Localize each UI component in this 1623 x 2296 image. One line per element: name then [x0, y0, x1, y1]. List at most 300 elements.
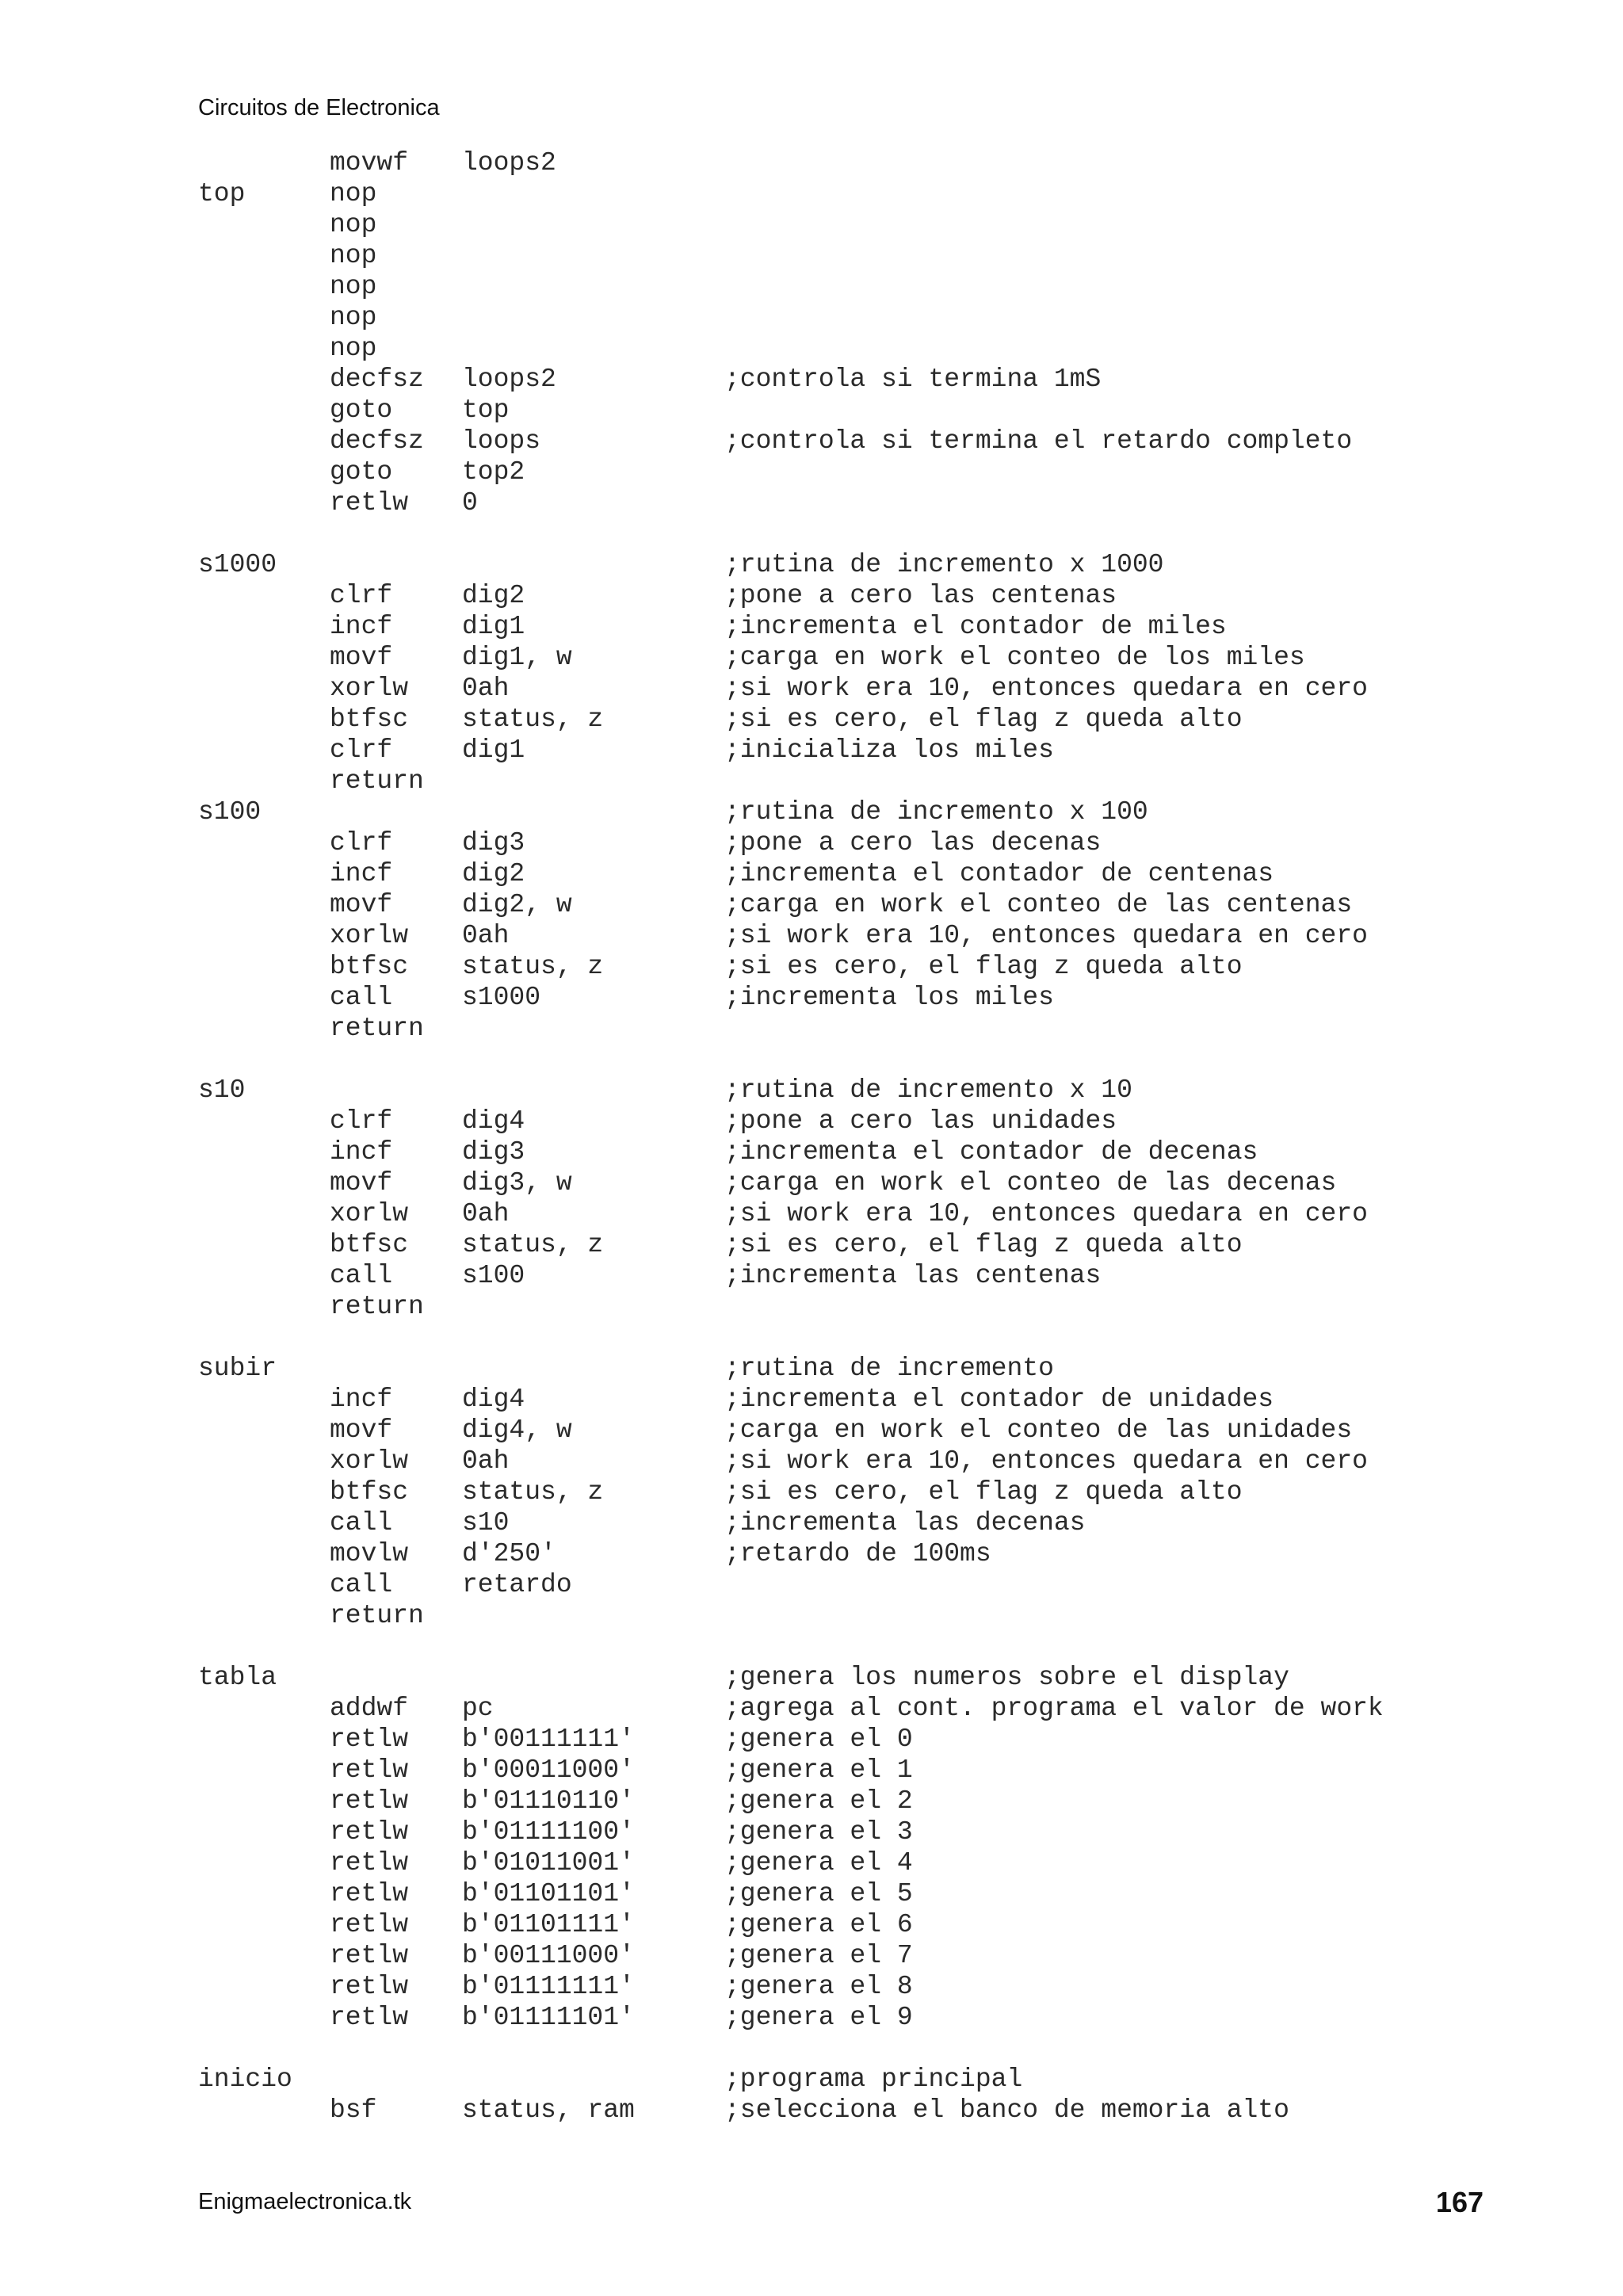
- code-comment: [724, 1044, 1438, 1075]
- code-label: [198, 1477, 330, 1507]
- code-mnemonic: clrf: [330, 581, 393, 610]
- code-comment: ;genera el 3: [724, 1817, 913, 1847]
- code-line: [198, 797, 1438, 827]
- code-label: [198, 271, 330, 302]
- code-label: [198, 704, 330, 735]
- code-label: s100: [198, 797, 262, 827]
- code-mnemonic: xorlw: [330, 1199, 409, 1228]
- code-operand: loops2: [462, 365, 556, 394]
- code-operand: dig2: [462, 581, 525, 610]
- code-line: [198, 1384, 1438, 1415]
- code-comment: [724, 1013, 1438, 1044]
- code-operand: dig1: [462, 612, 525, 641]
- code-operand: [462, 1075, 724, 1106]
- code-label: [198, 1106, 330, 1137]
- code-line: [198, 1538, 1438, 1569]
- code-line: [198, 487, 1438, 518]
- code-label: [198, 1291, 330, 1322]
- code-comment: ;incrementa las centenas: [724, 1261, 1102, 1290]
- code-mnemonic: nop: [330, 179, 377, 208]
- code-label: [198, 1167, 330, 1198]
- code-line: [198, 395, 1438, 426]
- code-mnemonic: goto: [330, 457, 393, 487]
- code-mnemonic: retlw: [330, 2003, 409, 2032]
- code-line: [198, 209, 1438, 240]
- code-operand: 0ah: [462, 1446, 510, 1476]
- code-mnemonic: [330, 797, 462, 827]
- code-line: [198, 1878, 1438, 1909]
- code-operand: [462, 1631, 724, 1662]
- code-mnemonic: return: [330, 766, 424, 796]
- code-operand: status, ram: [462, 2095, 635, 2125]
- code-line: [198, 2095, 1438, 2126]
- code-mnemonic: nop: [330, 272, 377, 301]
- code-line: [198, 1724, 1438, 1755]
- code-operand: 0ah: [462, 674, 510, 703]
- code-line: [198, 1477, 1438, 1507]
- code-label: [198, 426, 330, 457]
- code-label: [198, 889, 330, 920]
- code-label: [198, 302, 330, 333]
- code-label: [198, 2033, 330, 2064]
- code-line: [198, 271, 1438, 302]
- code-operand: [462, 209, 724, 240]
- code-label: [198, 1817, 330, 1847]
- code-operand: [462, 2033, 724, 2064]
- code-operand: retardo: [462, 1570, 572, 1599]
- code-label: [198, 920, 330, 951]
- code-line: [198, 951, 1438, 982]
- code-line: [198, 1817, 1438, 1847]
- code-operand: status, z: [462, 705, 604, 734]
- code-label: [198, 1631, 330, 1662]
- code-mnemonic: [330, 549, 462, 580]
- code-mnemonic: decfsz: [330, 426, 424, 456]
- code-label: [198, 1600, 330, 1631]
- code-operand: b'00011000': [462, 1755, 635, 1785]
- code-label: [198, 1229, 330, 1260]
- code-mnemonic: nop: [330, 334, 377, 363]
- code-comment: ;rutina de incremento: [724, 1354, 1054, 1383]
- code-label: [198, 1013, 330, 1044]
- code-line: [198, 1415, 1438, 1446]
- code-operand: s1000: [462, 983, 541, 1012]
- code-comment: ;pone a cero las unidades: [724, 1106, 1117, 1136]
- code-line: [198, 1786, 1438, 1817]
- code-mnemonic: retlw: [330, 1848, 409, 1878]
- code-line: [198, 1569, 1438, 1600]
- code-comment: ;selecciona el banco de memoria alto: [724, 2095, 1289, 2125]
- code-comment: ;carga en work el conteo de los miles: [724, 643, 1305, 672]
- code-label: [198, 1755, 330, 1786]
- code-mnemonic: btfsc: [330, 1477, 409, 1507]
- code-label: [198, 1693, 330, 1724]
- code-label: [198, 827, 330, 858]
- code-label: [198, 1569, 330, 1600]
- code-operand: [462, 1291, 724, 1322]
- code-comment: ;incrementa los miles: [724, 983, 1054, 1012]
- code-line: [198, 766, 1438, 797]
- code-line: [198, 426, 1438, 457]
- code-comment: [724, 457, 1438, 487]
- code-mnemonic: incf: [330, 1137, 393, 1167]
- code-line: [198, 333, 1438, 364]
- code-line: [198, 1353, 1438, 1384]
- code-comment: ;si es cero, el flag z queda alto: [724, 1230, 1243, 1259]
- code-operand: [462, 1322, 724, 1353]
- code-operand: dig3, w: [462, 1168, 572, 1198]
- code-mnemonic: btfsc: [330, 952, 409, 981]
- code-operand: [462, 1600, 724, 1631]
- code-mnemonic: clrf: [330, 735, 393, 765]
- code-line: [198, 1693, 1438, 1724]
- code-comment: ;genera el 9: [724, 2003, 913, 2032]
- code-line: [198, 2064, 1438, 2095]
- code-label: [198, 2002, 330, 2033]
- code-comment: ;carga en work el conteo de las unidades: [724, 1415, 1353, 1445]
- code-comment: [724, 147, 1438, 178]
- code-mnemonic: retlw: [330, 488, 409, 518]
- code-comment: ;genera los numeros sobre el display: [724, 1663, 1289, 1692]
- code-label: [198, 1384, 330, 1415]
- code-line: [198, 1940, 1438, 1971]
- code-mnemonic: bsf: [330, 2095, 377, 2125]
- code-label: subir: [198, 1354, 277, 1383]
- code-line: [198, 147, 1438, 178]
- code-mnemonic: retlw: [330, 1786, 409, 1816]
- code-line: [198, 2033, 1438, 2064]
- code-comment: ;si es cero, el flag z queda alto: [724, 952, 1243, 981]
- code-operand: b'01111111': [462, 1972, 635, 2001]
- code-operand: [462, 333, 724, 364]
- code-line: [198, 364, 1438, 395]
- code-mnemonic: [330, 1075, 462, 1106]
- code-operand: loops: [462, 426, 541, 456]
- code-comment: ;incrementa el contador de miles: [724, 612, 1227, 641]
- code-mnemonic: goto: [330, 395, 393, 425]
- code-line: [198, 1106, 1438, 1137]
- code-operand: [462, 1353, 724, 1384]
- page-number: 167: [1435, 2186, 1484, 2218]
- code-comment: ;pone a cero las decenas: [724, 828, 1102, 858]
- code-operand: [462, 1044, 724, 1075]
- code-line: [198, 1446, 1438, 1477]
- code-comment: ;genera el 2: [724, 1786, 913, 1816]
- code-operand: dig4, w: [462, 1415, 572, 1445]
- code-label: [198, 1322, 330, 1353]
- code-mnemonic: call: [330, 1508, 393, 1538]
- code-mnemonic: call: [330, 1261, 393, 1290]
- code-line: [198, 549, 1438, 580]
- code-operand: [462, 1662, 724, 1693]
- code-label: [198, 1260, 330, 1291]
- code-label: [198, 1198, 330, 1229]
- code-label: [198, 1724, 330, 1755]
- code-mnemonic: decfsz: [330, 365, 424, 394]
- code-operand: b'01101101': [462, 1879, 635, 1908]
- code-comment: ;controla si termina el retardo completo: [724, 426, 1353, 456]
- code-mnemonic: call: [330, 1570, 393, 1599]
- code-line: [198, 1013, 1438, 1044]
- code-operand: top2: [462, 457, 525, 487]
- code-mnemonic: [330, 518, 462, 549]
- code-mnemonic: retlw: [330, 1817, 409, 1847]
- code-mnemonic: btfsc: [330, 1230, 409, 1259]
- code-label: [198, 487, 330, 518]
- code-line: [198, 1971, 1438, 2002]
- code-line: [198, 1755, 1438, 1786]
- code-comment: ;rutina de incremento x 100: [724, 797, 1148, 827]
- code-operand: [462, 302, 724, 333]
- code-mnemonic: [330, 1662, 462, 1693]
- code-comment: [724, 395, 1438, 426]
- code-mnemonic: retlw: [330, 1910, 409, 1939]
- code-comment: ;genera el 1: [724, 1755, 913, 1785]
- code-line: [198, 1229, 1438, 1260]
- code-mnemonic: retlw: [330, 1725, 409, 1754]
- code-comment: ;incrementa el contador de centenas: [724, 859, 1274, 888]
- code-line: [198, 178, 1438, 209]
- code-line: [198, 1847, 1438, 1878]
- code-operand: dig1, w: [462, 643, 572, 672]
- code-operand: 0ah: [462, 921, 510, 950]
- code-label: [198, 1786, 330, 1817]
- code-operand: dig2, w: [462, 890, 572, 919]
- code-operand: [462, 797, 724, 827]
- code-mnemonic: xorlw: [330, 1446, 409, 1476]
- code-comment: [724, 518, 1438, 549]
- code-comment: ;carga en work el conteo de las decenas: [724, 1168, 1337, 1198]
- code-line: [198, 1167, 1438, 1198]
- code-comment: ;retardo de 100ms: [724, 1539, 991, 1568]
- code-operand: dig1: [462, 735, 525, 765]
- code-comment: ;genera el 5: [724, 1879, 913, 1908]
- code-mnemonic: btfsc: [330, 705, 409, 734]
- code-line: [198, 1507, 1438, 1538]
- code-label: [198, 2095, 330, 2126]
- code-listing: [198, 147, 1438, 2126]
- code-line: [198, 982, 1438, 1013]
- code-operand: [462, 271, 724, 302]
- code-mnemonic: [330, 1044, 462, 1075]
- code-operand: s100: [462, 1261, 525, 1290]
- code-line: [198, 673, 1438, 704]
- code-mnemonic: [330, 1322, 462, 1353]
- code-mnemonic: retlw: [330, 1879, 409, 1908]
- code-label: s1000: [198, 550, 277, 579]
- code-comment: [724, 2033, 1438, 2064]
- code-mnemonic: movf: [330, 1415, 393, 1445]
- code-comment: ;si es cero, el flag z queda alto: [724, 1477, 1243, 1507]
- code-comment: ;genera el 8: [724, 1972, 913, 2001]
- code-comment: ;incrementa el contador de unidades: [724, 1385, 1274, 1414]
- code-operand: b'00111000': [462, 1941, 635, 1970]
- code-mnemonic: movf: [330, 643, 393, 672]
- code-mnemonic: incf: [330, 612, 393, 641]
- code-operand: dig4: [462, 1106, 525, 1136]
- code-label: [198, 1044, 330, 1075]
- code-comment: ;rutina de incremento x 10: [724, 1075, 1132, 1105]
- code-mnemonic: xorlw: [330, 674, 409, 703]
- code-comment: [724, 271, 1438, 302]
- code-comment: [724, 333, 1438, 364]
- code-label: [198, 147, 330, 178]
- code-label: [198, 642, 330, 673]
- code-comment: [724, 209, 1438, 240]
- code-label: [198, 1909, 330, 1940]
- code-line: [198, 240, 1438, 271]
- code-label: [198, 1971, 330, 2002]
- code-comment: [724, 178, 1438, 209]
- code-line: [198, 642, 1438, 673]
- code-line: [198, 2002, 1438, 2033]
- code-operand: [462, 518, 724, 549]
- code-comment: [724, 1291, 1438, 1322]
- code-comment: [724, 1631, 1438, 1662]
- code-operand: b'01111101': [462, 2003, 635, 2032]
- code-operand: 0: [462, 488, 478, 518]
- code-mnemonic: retlw: [330, 1972, 409, 2001]
- code-mnemonic: call: [330, 983, 393, 1012]
- code-comment: ;agrega al cont. programa el valor de work: [724, 1694, 1384, 1723]
- code-comment: ;si work era 10, entonces quedara en cero: [724, 674, 1368, 703]
- code-label: inicio: [198, 2065, 292, 2094]
- code-label: [198, 1137, 330, 1167]
- code-line: [198, 1044, 1438, 1075]
- code-operand: status, z: [462, 952, 604, 981]
- code-line: [198, 1137, 1438, 1167]
- code-operand: [462, 549, 724, 580]
- code-comment: ;genera el 4: [724, 1848, 913, 1878]
- code-mnemonic: xorlw: [330, 921, 409, 950]
- code-line: [198, 1260, 1438, 1291]
- code-operand: [462, 178, 724, 209]
- code-label: [198, 1507, 330, 1538]
- code-comment: ;carga en work el conteo de las centenas: [724, 890, 1353, 919]
- code-mnemonic: [330, 2033, 462, 2064]
- code-comment: ;si work era 10, entonces quedara en cero: [724, 1199, 1368, 1228]
- code-mnemonic: movwf: [330, 148, 409, 178]
- code-label: [198, 611, 330, 642]
- code-mnemonic: clrf: [330, 828, 393, 858]
- code-line: [198, 457, 1438, 487]
- code-line: [198, 1291, 1438, 1322]
- code-operand: s10: [462, 1508, 510, 1538]
- code-label: [198, 1415, 330, 1446]
- code-comment: [724, 487, 1438, 518]
- code-label: [198, 518, 330, 549]
- code-mnemonic: retlw: [330, 1755, 409, 1785]
- code-label: [198, 858, 330, 889]
- code-operand: dig4: [462, 1385, 525, 1414]
- code-operand: b'01101111': [462, 1910, 635, 1939]
- code-comment: [724, 1322, 1438, 1353]
- code-mnemonic: addwf: [330, 1694, 409, 1723]
- code-line: [198, 580, 1438, 611]
- code-operand: [462, 240, 724, 271]
- code-operand: d'250': [462, 1539, 556, 1568]
- code-mnemonic: clrf: [330, 1106, 393, 1136]
- code-label: [198, 395, 330, 426]
- code-label: [198, 333, 330, 364]
- code-label: [198, 766, 330, 797]
- code-label: [198, 735, 330, 766]
- code-label: [198, 1446, 330, 1477]
- code-line: [198, 611, 1438, 642]
- code-line: [198, 1631, 1438, 1662]
- code-mnemonic: nop: [330, 303, 377, 332]
- code-label: tabla: [198, 1663, 277, 1692]
- code-mnemonic: incf: [330, 859, 393, 888]
- code-mnemonic: movlw: [330, 1539, 409, 1568]
- code-comment: ;pone a cero las centenas: [724, 581, 1117, 610]
- code-comment: ;incrementa las decenas: [724, 1508, 1086, 1538]
- code-comment: [724, 302, 1438, 333]
- code-operand: loops2: [462, 148, 556, 178]
- code-line: [198, 1075, 1438, 1106]
- code-mnemonic: return: [330, 1292, 424, 1321]
- code-line: [198, 1909, 1438, 1940]
- code-label: top: [198, 179, 246, 208]
- code-comment: ;rutina de incremento x 1000: [724, 550, 1164, 579]
- code-label: [198, 364, 330, 395]
- code-mnemonic: return: [330, 1014, 424, 1043]
- code-mnemonic: return: [330, 1601, 424, 1630]
- code-operand: [462, 1013, 724, 1044]
- page-header-title: Circuitos de Electronica: [198, 95, 440, 120]
- code-label: s10: [198, 1075, 246, 1105]
- code-label: [198, 951, 330, 982]
- code-mnemonic: [330, 1631, 462, 1662]
- code-comment: [724, 1600, 1438, 1631]
- code-comment: ;si es cero, el flag z queda alto: [724, 705, 1243, 734]
- code-line: [198, 735, 1438, 766]
- code-comment: ;controla si termina 1mS: [724, 365, 1102, 394]
- code-operand: [462, 2064, 724, 2095]
- code-line: [198, 302, 1438, 333]
- code-mnemonic: nop: [330, 210, 377, 239]
- code-line: [198, 1600, 1438, 1631]
- code-line: [198, 889, 1438, 920]
- code-label: [198, 982, 330, 1013]
- code-mnemonic: movf: [330, 890, 393, 919]
- code-mnemonic: [330, 1353, 462, 1384]
- code-operand: 0ah: [462, 1199, 510, 1228]
- code-operand: status, z: [462, 1230, 604, 1259]
- code-operand: dig3: [462, 1137, 525, 1167]
- code-label: [198, 240, 330, 271]
- code-operand: b'01011001': [462, 1848, 635, 1878]
- code-mnemonic: movf: [330, 1168, 393, 1198]
- code-line: [198, 920, 1438, 951]
- code-comment: [724, 766, 1438, 797]
- code-operand: b'00111111': [462, 1725, 635, 1754]
- code-line: [198, 1322, 1438, 1353]
- code-label: [198, 209, 330, 240]
- code-line: [198, 858, 1438, 889]
- code-comment: ;programa principal: [724, 2065, 1023, 2094]
- code-label: [198, 1538, 330, 1569]
- code-operand: b'01110110': [462, 1786, 635, 1816]
- code-comment: ;si work era 10, entonces quedara en cero: [724, 921, 1368, 950]
- code-operand: dig3: [462, 828, 525, 858]
- code-label: [198, 1847, 330, 1878]
- code-comment: ;genera el 7: [724, 1941, 913, 1970]
- code-line: [198, 1662, 1438, 1693]
- code-operand: b'01111100': [462, 1817, 635, 1847]
- code-operand: status, z: [462, 1477, 604, 1507]
- code-operand: pc: [462, 1694, 494, 1723]
